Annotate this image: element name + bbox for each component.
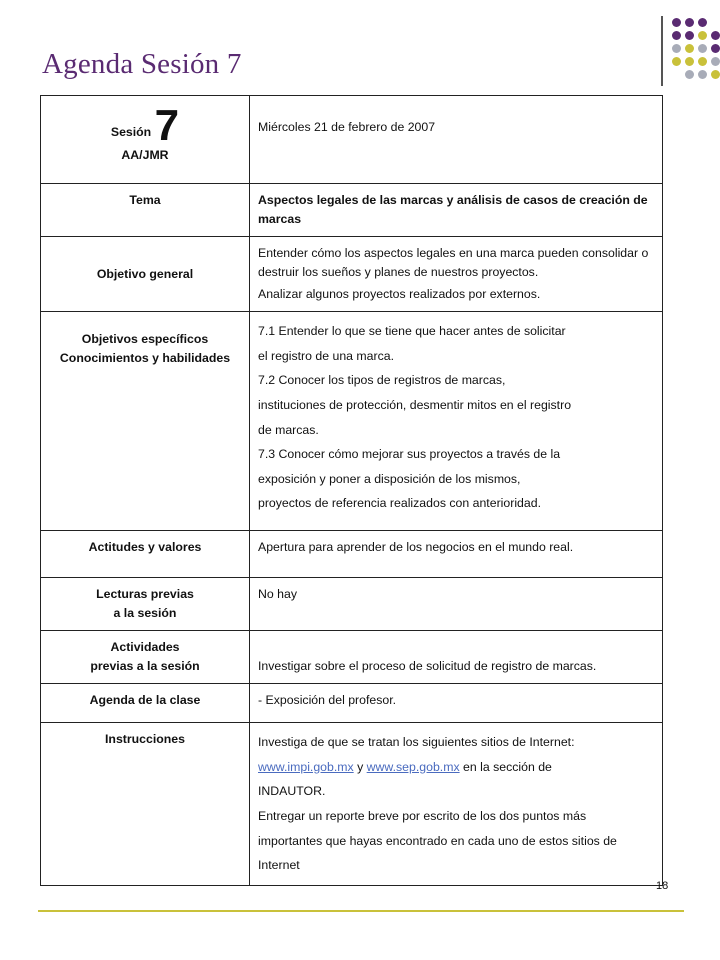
lecturas-label-line2: a la sesión — [113, 606, 177, 621]
footer-divider — [38, 910, 684, 912]
tema-value: Aspectos legales de las marcas y análisis de casos de creación de marcas — [250, 184, 663, 237]
actitudes-label: Actitudes y valores — [41, 530, 250, 577]
table-row-session — [41, 96, 663, 184]
table-row-lecturas — [41, 577, 663, 630]
objetivo-especifico-line: exposición y poner a disposición de los mismos, — [258, 471, 521, 486]
instrucciones-intro: Investiga de que se tratan los siguientes sitios de Internet: — [258, 735, 575, 750]
objetivo-especifico-line: 7.3 Conocer cómo mejorar sus proyectos a través de la — [258, 447, 561, 462]
actividades-value: Investigar sobre el proceso de solicitud de registro de marcas. — [250, 631, 663, 684]
sep-link[interactable]: www.sep.gob.mx — [366, 759, 460, 774]
agenda-clase-value: - Exposición del profesor. — [250, 684, 663, 723]
objetivos-especificos-value — [250, 312, 663, 531]
instrucciones-label: Instrucciones — [41, 723, 250, 886]
instrucciones-value — [250, 723, 663, 886]
table-row-agenda-clase — [41, 684, 663, 723]
instrucciones-indautor: INDAUTOR. — [258, 784, 326, 799]
session-date: Miércoles 21 de febrero de 2007 — [250, 96, 663, 184]
instrucciones-links-line — [258, 755, 654, 780]
actividades-label — [41, 631, 250, 684]
impi-link[interactable]: www.impi.gob.mx — [258, 759, 354, 774]
session-label: Sesión — [110, 125, 152, 139]
agenda-table — [40, 95, 663, 886]
lecturas-value: No hay — [250, 577, 663, 630]
instrucciones-report-line: Internet — [258, 858, 300, 873]
table-row-tema — [41, 184, 663, 237]
objetivo-especifico-line: proyectos de referencia realizados con anterioridad. — [258, 496, 541, 511]
objetivo-especifico-line: el registro de una marca. — [258, 348, 395, 363]
page-number: 18 — [656, 880, 669, 892]
decorative-vertical-line — [661, 16, 663, 86]
actividades-label-line2: previas a la sesión — [90, 659, 200, 674]
session-number: 7 — [154, 101, 180, 150]
objetivo-general-line: Analizar algunos proyectos realizados por externos. — [258, 287, 541, 302]
table-row-actitudes — [41, 530, 663, 577]
session-code: AA/JMR — [121, 148, 169, 162]
objetivo-especifico-line: 7.2 Conocer los tipos de registros de marcas, — [258, 373, 506, 388]
page-title: Agenda Sesión 7 — [42, 48, 242, 80]
session-cell — [41, 96, 250, 184]
actitudes-value: Apertura para aprender de los negocios en el mundo real. — [250, 530, 663, 577]
objetivo-especifico-line: de marcas. — [258, 422, 319, 437]
lecturas-label — [41, 577, 250, 630]
objetivos-especificos-label — [41, 312, 250, 531]
objetivo-especifico-line: 7.1 Entender lo que se tiene que hacer antes de solicitar — [258, 324, 566, 339]
links-connector: y — [353, 759, 367, 774]
session-label-line — [110, 101, 180, 150]
actividades-label-line1: Actividades — [110, 640, 180, 655]
table-row-instrucciones — [41, 723, 663, 886]
instrucciones-report-line: Entregar un reporte breve por escrito de los dos puntos más — [258, 808, 587, 823]
instrucciones-report-line: importantes que hayas encontrado en cada uno de estos sitios de — [258, 833, 617, 848]
objetivo-general-label: Objetivo general — [41, 237, 250, 312]
objetivo-general-line: Entender cómo los aspectos legales en una marca pueden consolidar o destruir los sueños y planes de nuestros proyectos. — [258, 246, 649, 280]
links-after-text: en la sección de — [459, 759, 552, 774]
objetivos-especificos-label-line2: Conocimientos y habilidades — [59, 351, 231, 366]
lecturas-label-line1: Lecturas previas — [96, 586, 194, 601]
objetivo-general-value — [250, 237, 663, 312]
objetivos-especificos-label-line1: Objetivos específicos — [81, 332, 209, 347]
agenda-clase-label: Agenda de la clase — [41, 684, 250, 723]
table-row-objetivos-especificos — [41, 312, 663, 531]
decorative-dot-grid — [668, 18, 718, 80]
table-row-objetivo-general — [41, 237, 663, 312]
objetivo-especifico-line: instituciones de protección, desmentir mitos en el registro — [258, 398, 572, 413]
table-row-actividades — [41, 631, 663, 684]
tema-label: Tema — [41, 184, 250, 237]
